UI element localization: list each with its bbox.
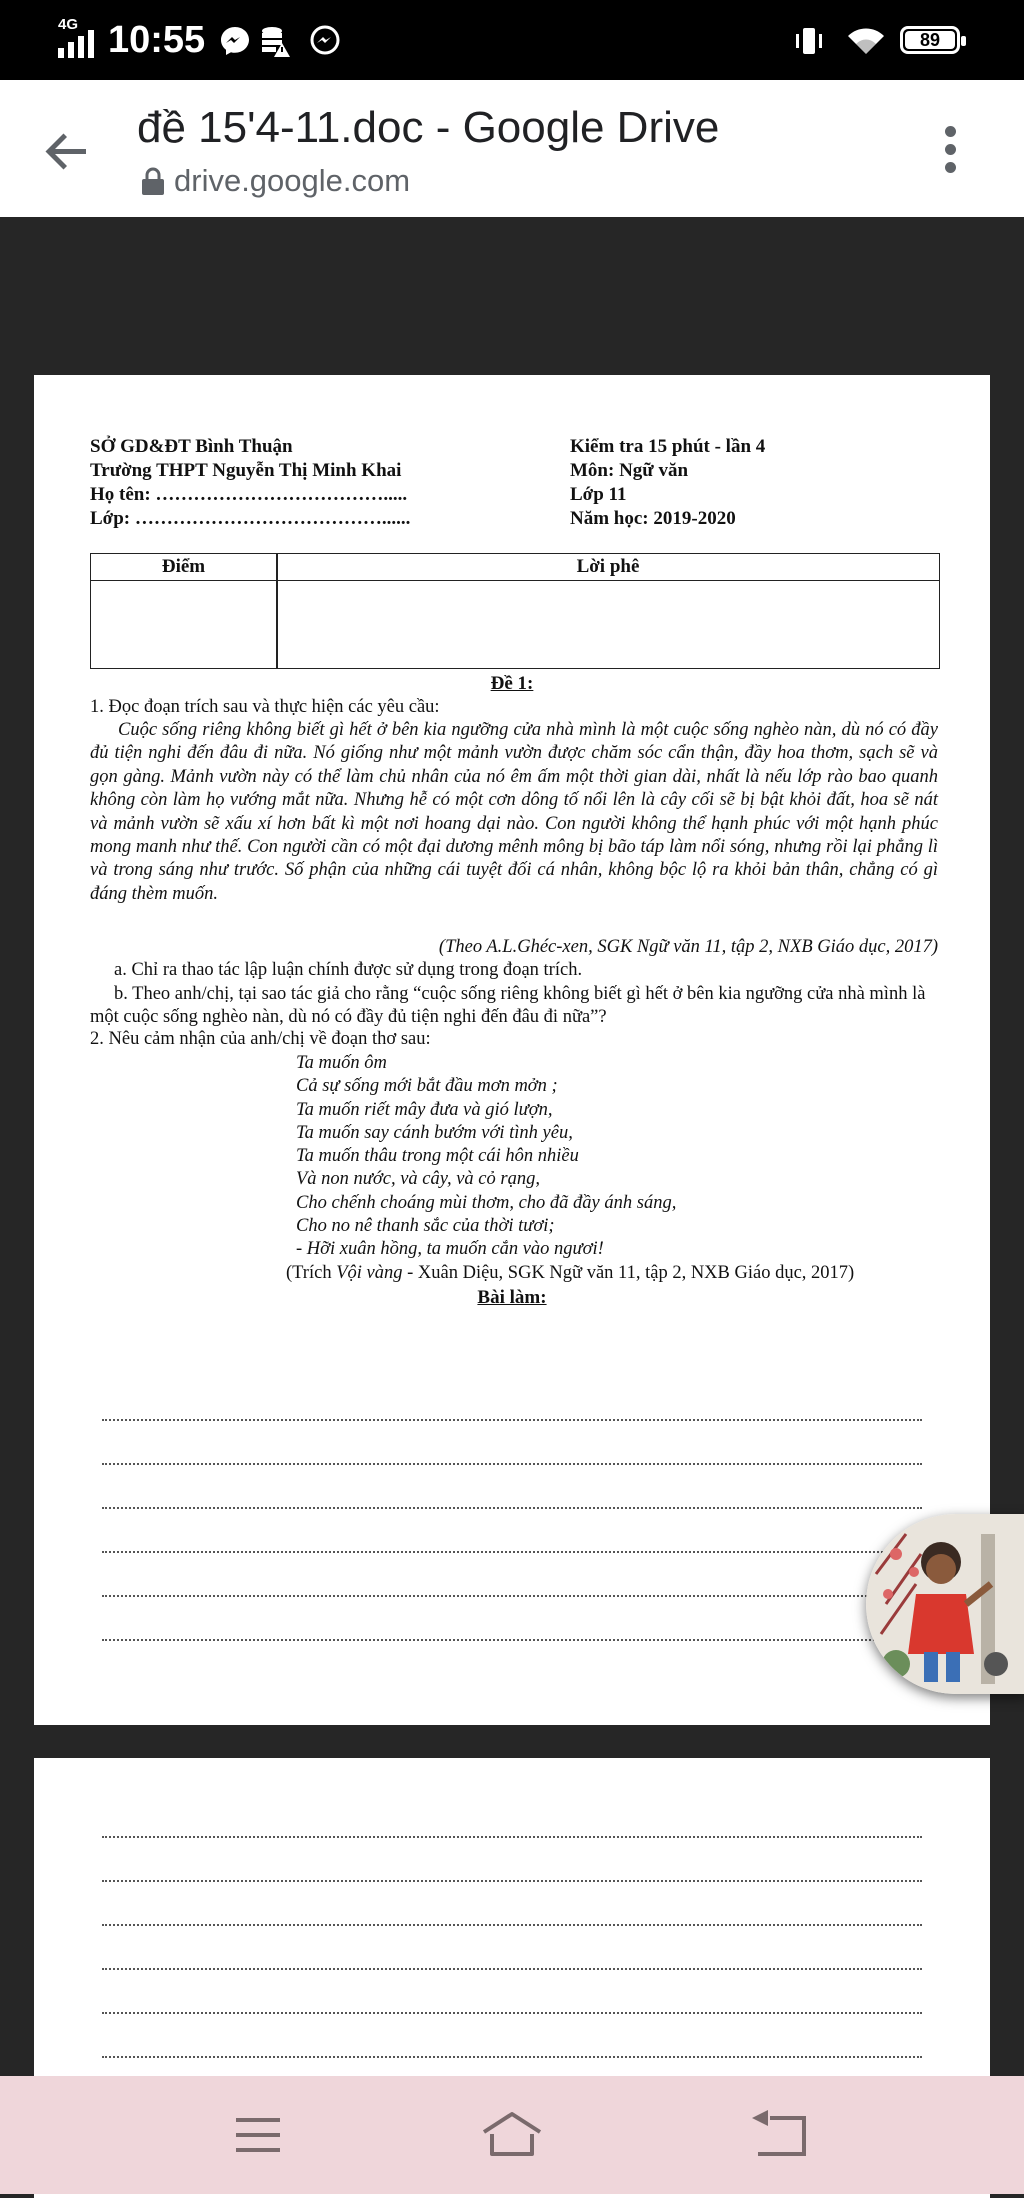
poem-source	[286, 1263, 854, 1284]
poem	[296, 1052, 676, 1262]
passage-source: (Theo A.L.Ghéc-xen, SGK Ngữ văn 11, tập 2, NXB Giáo dục, 2017)	[438, 937, 938, 957]
question-1: 1. Đọc đoạn trích sau và thực hiện các yêu cầu:	[90, 697, 440, 717]
exam-number: Đề 1:	[490, 673, 534, 694]
poem-line: Ta muốn thâu trong một cái hôn nhiều	[296, 1146, 579, 1167]
grade-level: Lớp 11	[570, 484, 627, 505]
url-domain: drive.google.com	[174, 163, 411, 198]
reading-passage: Cuộc sống riêng không biết gì hết ở bên kia ngưỡng cửa nhà mình là một cuộc sống nghèo nàn, dù nó có đầy đủ tiện nghi đến đâu đi nữa. Nó giống như một mảnh vườn được chăm sóc cẩn thận, đầy hoa thơm, sạch sẽ và gọn gàng. Mảnh vườn này có thể làm chủ nhân của nó êm ấm một thời gian dài, nhất là nếu lớp rào bao quanh không còn làm họ vướng mắt nữa. Nhưng hễ có một cơn dông tố nổi lên là cây cối sẽ bị bật khỏi đất, hoa sẽ nát và mảnh vườn sẽ xấu xí hơn bất kì một nơi hoang dại nào. Con người không thể hạnh phúc với một hạnh phúc mong manh như thế. Con người cần có một đại dương mênh mông bị bão táp làm nổi sóng, nhưng rồi lại phẳng lì và trong sáng như trước. Số phận của những cái tuyệt đối cá nhân, không bộc lộ ra khỏi bản thân, chẳng có gì đáng thèm muốn.	[90, 720, 938, 904]
poem-line: Và non nước, và cây, và cỏ rạng,	[296, 1169, 540, 1190]
student-name-field: Họ tên: ……………………………….....	[90, 484, 408, 505]
poem-line: - Hỡi xuân hồng, ta muốn cắn vào ngươi!	[296, 1239, 604, 1260]
lock-icon	[140, 166, 166, 196]
database-alert-icon	[258, 24, 292, 58]
answer-line	[102, 1551, 922, 1553]
home-icon[interactable]	[480, 2110, 544, 2160]
status-bar	[0, 0, 1024, 80]
answer-line	[102, 1419, 922, 1421]
answer-line	[102, 1924, 922, 1926]
exam-title: Kiểm tra 15 phút - lần 4	[570, 436, 766, 457]
messenger-icon	[218, 24, 252, 58]
comment-header: Lời phê	[576, 556, 640, 577]
answer-line	[102, 1507, 922, 1509]
menu-icon[interactable]	[226, 2110, 290, 2160]
answer-line	[102, 1463, 922, 1465]
grade-table	[90, 553, 940, 669]
system-nav-bar	[0, 2076, 1024, 2194]
dept-name: SỞ GD&ĐT Bình Thuận	[90, 436, 293, 457]
school-year: Năm học: 2019-2020	[570, 508, 736, 529]
document-title: đề 15'4-11.doc - Google Drive	[137, 103, 720, 152]
poem-source-suffix: - Xuân Diệu, SGK Ngữ văn 11, tập 2, NXB Giáo dục, 2017)	[402, 1263, 855, 1283]
answer-line	[102, 1639, 922, 1641]
answer-line	[102, 2056, 922, 2058]
poem-line: Ta muốn say cánh bướm với tình yêu,	[296, 1122, 573, 1143]
back-nav-icon[interactable]	[748, 2110, 812, 2160]
header-left	[90, 435, 410, 531]
signal-icon	[58, 20, 102, 60]
question-1a: a. Chỉ ra thao tác lập luận chính được sử dụng trong đoạn trích.	[114, 960, 583, 980]
header-right	[570, 435, 765, 531]
poem-line: Cho no nê thanh sắc của thời tươi;	[296, 1216, 555, 1237]
answer-line	[102, 1836, 922, 1838]
poem-source-title: Vội vàng	[336, 1263, 403, 1283]
poem-source-prefix: (Trích	[286, 1263, 337, 1283]
question-1b: b. Theo anh/chị, tại sao tác giả cho rằng “cuộc sống riêng không biết gì hết ở bên kia ngưỡng cửa nhà mình là một cuộc sống nghèo nàn, dù nó có đầy đủ tiện nghi đến đâu đi nữa”?	[90, 984, 926, 1027]
answer-heading: Bài làm:	[477, 1287, 547, 1308]
battery-icon	[900, 26, 960, 54]
poem-line: Ta muốn ôm	[296, 1053, 387, 1073]
poem-line: Ta muốn riết mây đưa và gió lượn,	[296, 1099, 553, 1120]
clock: 10:55	[108, 19, 206, 61]
wifi-icon	[846, 24, 886, 58]
back-arrow-icon[interactable]	[38, 124, 94, 180]
more-options-icon[interactable]	[936, 120, 964, 190]
answer-line	[102, 2012, 922, 2014]
messenger-icon-2	[308, 24, 342, 58]
battery-level: 89	[919, 30, 941, 50]
answer-line	[102, 1595, 922, 1597]
poem-line: Cho chếnh choáng mùi thơm, cho đã đầy ánh sáng,	[296, 1192, 677, 1213]
poem-line: Cả sự sống mới bắt đầu mơn mởn ;	[296, 1076, 558, 1097]
answer-line	[102, 1880, 922, 1882]
document-page-1[interactable]	[34, 375, 990, 1725]
subject: Môn: Ngữ văn	[570, 460, 689, 481]
answer-line	[102, 1968, 922, 1970]
class-field: Lớp: …………………………………......	[90, 508, 411, 529]
network-type: 4G	[58, 16, 79, 33]
app-bar	[0, 80, 1024, 217]
vibrate-icon	[792, 24, 826, 58]
school-name: Trường THPT Nguyễn Thị Minh Khai	[90, 460, 402, 481]
question-2: 2. Nêu cảm nhận của anh/chị về đoạn thơ sau:	[90, 1029, 431, 1049]
score-header: Điểm	[161, 556, 206, 577]
